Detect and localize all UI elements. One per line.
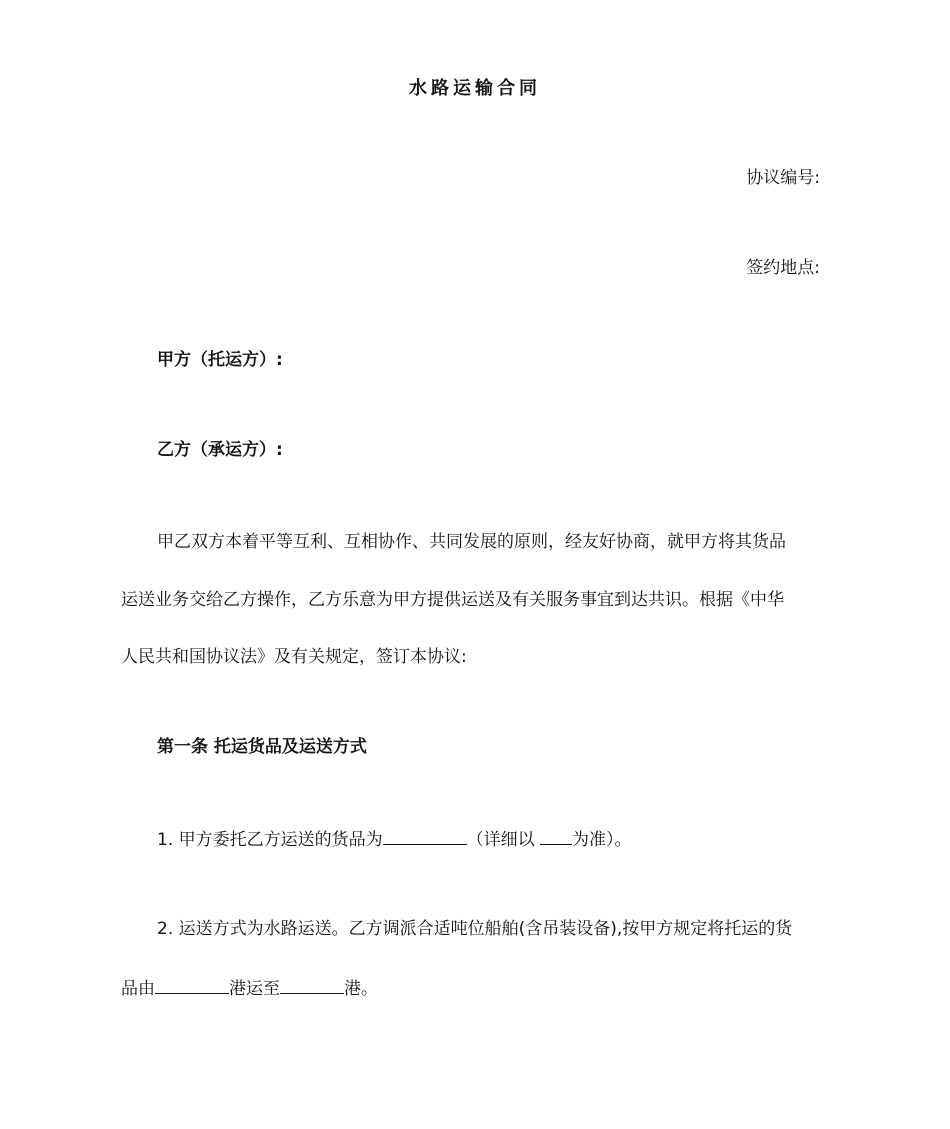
item-2-suffix: 港。: [344, 979, 378, 999]
document-title: 水路运输合同: [409, 78, 541, 99]
article-1-item-2-line-1: 2. 运送方式为水路运送。乙方调派合适吨位船舶(含吊装设备),按甲方规定将托运的货: [157, 919, 793, 939]
origin-port-blank: [155, 975, 229, 994]
signing-place-label: 签约地点:: [746, 258, 820, 278]
party-a-label: 甲方（托运方）:: [157, 350, 283, 370]
article-1-item-2-line-2: [121, 975, 378, 1001]
article-1-item-1: [157, 826, 632, 852]
intro-paragraph-line-3: 人民共和国协议法》及有关规定，签订本协议:: [121, 647, 467, 667]
item-2-middle: 港运至: [229, 979, 280, 999]
destination-port-blank: [280, 975, 344, 994]
item-1-prefix: 1. 甲方委托乙方运送的货品为: [157, 830, 383, 850]
intro-paragraph-line-1: 甲乙双方本着平等互利、互相协作、共同发展的原则，经友好协商，就甲方将其货品: [157, 532, 786, 552]
agreement-number-label: 协议编号:: [746, 168, 820, 188]
item-2-prefix: 品由: [121, 979, 155, 999]
article-1-heading: 第一条 托运货品及运送方式: [157, 737, 367, 757]
item-1-suffix: 为准）。: [572, 830, 632, 850]
intro-paragraph-line-2: 运送业务交给乙方操作，乙方乐意为甲方提供运送及有关服务事宜到达共识。根据《中华: [121, 590, 784, 610]
goods-name-blank: [383, 826, 467, 845]
party-b-label: 乙方（承运方）:: [157, 440, 283, 460]
details-reference-blank: [540, 826, 572, 845]
item-1-middle: （详细以: [466, 830, 541, 850]
